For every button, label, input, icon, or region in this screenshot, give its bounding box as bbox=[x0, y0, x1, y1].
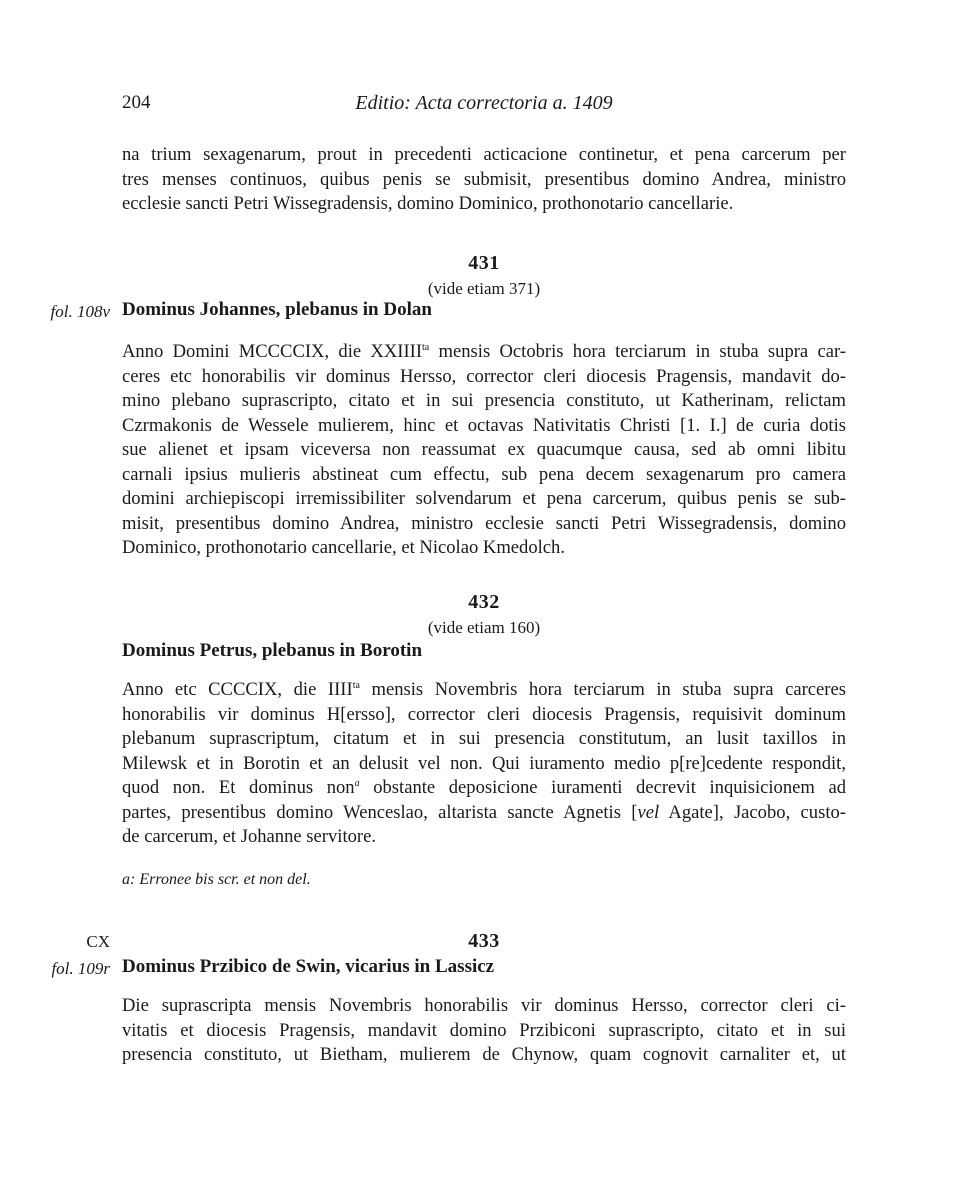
text-line: presencia constituto, ut Bietham, mulierem de Chynow, quam cognovit carnaliter et, ut bbox=[122, 1044, 846, 1065]
text-line: quod non. Et dominus non$^a$ obstante deposicione iuramenti decrevit inquisicionem ad bbox=[122, 777, 846, 798]
text-line: vitatis et diocesis Pragensis, mandavit domino Przibiconi suprascripto, citato et in sui bbox=[122, 1019, 846, 1041]
text-line: Dominico, prothonotario cancellarie, et Nicolao Kmedolch. bbox=[122, 537, 565, 558]
folio-marker: fol. 109r bbox=[51, 959, 110, 978]
text-line: domini archiepiscopi irremissibiliter solvendarum et pena carcerum, quibus penis se sub- bbox=[122, 488, 846, 509]
entry-paragraph bbox=[122, 678, 846, 850]
text-line: tres menses continuos, quibus penis se submisit, presentibus domino Andrea, ministro bbox=[122, 168, 846, 190]
entry-number: 433 bbox=[468, 930, 500, 952]
entry-heading: Dominus Johannes, plebanus in Dolan bbox=[122, 299, 432, 320]
text-line: de carcerum, et Johanne servitore. bbox=[122, 826, 376, 847]
text-line: ecclesie sancti Petri Wissegradensis, domino Dominico, prothonotario cancellarie. bbox=[122, 193, 734, 214]
entry-number: 432 bbox=[468, 591, 500, 613]
text-line: sue alienet et ipsam viceversa non reassumat ex quacumque causa, sed ab omni libitu bbox=[122, 439, 846, 460]
text-line: Anno etc CCCCIX, die $IIII^{ta}$ mensis Novembris hora terciarum in stuba supra carceres bbox=[122, 679, 846, 700]
continuation-paragraph bbox=[122, 143, 846, 217]
folio-marker: fol. 108v bbox=[50, 302, 110, 321]
entry-number: 431 bbox=[468, 252, 500, 274]
text-line: Milewsk et in Borotin et an delusit vel non. Qui iuramento medio p[re]cedente respondit, bbox=[122, 752, 846, 774]
entry-paragraph bbox=[122, 340, 846, 561]
running-head bbox=[122, 92, 846, 118]
entry-heading: Dominus Przibico de Swin, vicarius in Lassicz bbox=[122, 956, 495, 977]
running-title: Editio: Acta correctoria a. 1409 bbox=[355, 92, 613, 114]
cross-reference: (vide etiam 160) bbox=[427, 618, 541, 637]
text-line: carnali ipsius mulieris abstineat cum effectu, sub pena decem sexagenarum pro camera bbox=[122, 463, 846, 485]
cross-reference: (vide etiam 371) bbox=[427, 279, 541, 298]
text-line: ceres etc honorabilis vir dominus Hersso, corrector cleri diocesis Pragensis, mandavit do- bbox=[122, 365, 846, 387]
text-line: na trium sexagenarum, prout in precedenti acticacione continetur, et pena carcerum per bbox=[122, 144, 846, 165]
entry-paragraph bbox=[122, 994, 846, 1068]
chapter-marker: CX bbox=[86, 932, 110, 951]
text-line: partes, presentibus domino Wenceslao, altarista sancte Agnetis [vel Agate], Jacobo, custo- bbox=[122, 801, 846, 823]
text-line: misit, presentibus domino Andrea, ministro ecclesie sancti Petri Wissegradensis, domino bbox=[122, 512, 846, 534]
text-line: Czrmakonis de Wessele mulierem, hinc et octavas Nativitatis Christi [1. I.] de curia dotis bbox=[122, 414, 846, 436]
page-number: 204 bbox=[122, 92, 151, 113]
text-line: Anno Domini MCCCCIX, die $XXIIII^{ta}$ mensis Octobris hora terciarum in stuba supra car- bbox=[122, 341, 846, 362]
footnote: a: Erronee bis scr. et non del. bbox=[122, 871, 311, 888]
entry-heading: Dominus Petrus, plebanus in Borotin bbox=[122, 640, 423, 661]
text-line: mino plebano suprascripto, citato et in sui presencia constituto, ut Katherinam, relictam bbox=[122, 390, 846, 411]
text-line: plebanum suprascriptum, citatum et in sui presencia constitutum, an lusit taxillos in bbox=[122, 728, 846, 749]
text-line: Die suprascripta mensis Novembris honorabilis vir dominus Hersso, corrector cleri ci- bbox=[122, 995, 846, 1016]
text-line: honorabilis vir dominus H[ersso], corrector cleri diocesis Pragensis, requisivit dominum bbox=[122, 703, 846, 725]
